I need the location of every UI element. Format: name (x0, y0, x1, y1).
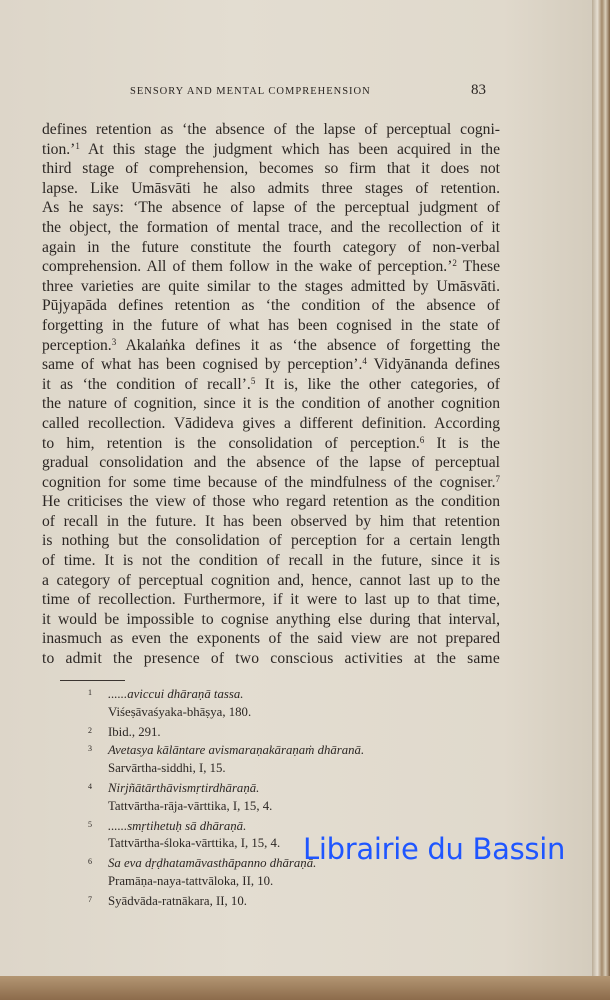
watermark: Librairie du Bassin (303, 832, 566, 866)
text-line (42, 179, 500, 199)
footnote (88, 684, 364, 703)
footnote-source: Pramāṇa-naya-tattvāloka, II, 10. (108, 873, 274, 888)
text-line (42, 531, 500, 551)
text-segment: time of recollection. Furthermore, if it were to last up to that time, (42, 591, 500, 609)
text-segment: At this stage the judgment which has been acquired in the (79, 140, 500, 158)
text-segment: the object, the formation of mental trace, and the recollection of it (42, 218, 500, 236)
text-line (42, 336, 500, 356)
text-line (42, 649, 500, 669)
footnote (88, 740, 364, 759)
text-line (42, 571, 500, 591)
text-line (42, 512, 500, 532)
footnote-ref: 2 (452, 258, 457, 269)
text-segment: These (456, 258, 501, 276)
footnote-source-line (88, 797, 364, 816)
text-line (42, 277, 500, 297)
footnote-number: 3 (88, 744, 92, 754)
text-segment: Vidyānanda defines (366, 356, 500, 374)
running-title: SENSORY AND MENTAL COMPREHENSION (130, 86, 371, 97)
footnote-rule (60, 680, 125, 681)
text-segment: of time. It is not the condition of recall in the future, since it is (42, 552, 500, 570)
footnote-ref: 1 (75, 140, 80, 151)
footnote-source-line (88, 872, 364, 891)
text-segment: gradual consolidation and the absence of the lapse of perceptual (42, 454, 500, 472)
text-segment: inasmuch as even the exponents of the said view are not prepared (42, 630, 500, 648)
text-segment: third stage of comprehension, becomes so firm that it does not (42, 160, 500, 178)
text-segment: Pūjyapāda defines retention as ‘the condition of the absence of (42, 297, 500, 315)
text-segment: it as ‘the condition of recall’. (42, 375, 251, 393)
text-line (42, 551, 500, 571)
footnote-quote: ......smṛtihetuḥ sā dhāraṇā. (108, 818, 247, 833)
footnote-ref: 7 (495, 473, 500, 484)
footnote-number: 1 (88, 688, 92, 697)
footnote-number: 4 (88, 781, 92, 791)
text-line (42, 316, 500, 336)
text-line (42, 238, 500, 258)
text-segment: same of what has been cognised by perception’. (42, 356, 363, 374)
text-line (42, 257, 500, 277)
text-segment: Akalaṅka defines it as ‘the absence of forgetting the (116, 336, 500, 354)
footnote-source: Tattvārtha-rāja-vārttika, I, 15, 4. (108, 798, 273, 813)
text-segment: to admit the presence of two conscious activities at the same (42, 650, 500, 668)
text-segment: tion.’ (42, 140, 76, 158)
footnote-source: Sarvārtha-siddhi, I, 15. (108, 761, 226, 776)
text-line (42, 120, 500, 140)
text-line (42, 140, 500, 160)
text-line (42, 296, 500, 316)
text-segment: lapse. Like Umāsvāti he also admits three stages of retention. (42, 179, 500, 197)
text-segment: As he says: ‘The absence of lapse of the perceptual judgment of (42, 199, 500, 217)
footnote-source: Syādvāda-ratnākara, II, 10. (108, 893, 247, 908)
text-line (42, 434, 500, 454)
footnote (88, 722, 364, 741)
text-segment: three varieties are quite similar to the stages admitted by Umāsvāti. (42, 277, 500, 295)
text-segment: perception. (42, 336, 112, 354)
book-cover-edge (0, 976, 610, 1000)
text-line (42, 394, 500, 414)
footnote-source-line (88, 703, 364, 722)
footnote-source: Viśeṣāvaśyaka-bhāṣya, 180. (108, 704, 252, 719)
text-segment: again in the future constitute the fourth category of non-verbal (42, 238, 500, 256)
text-line (42, 492, 500, 512)
footnote (88, 778, 364, 797)
page-edge (592, 0, 610, 980)
text-line (42, 375, 500, 395)
text-line (42, 218, 500, 238)
footnote-source: Ibid., 291. (108, 724, 161, 739)
text-segment: is nothing but the consolidation of perception for a certain length (42, 532, 500, 550)
text-segment: it would be impossible to cognise anything else during that interval, (42, 610, 500, 628)
footnote-number: 6 (88, 857, 92, 867)
footnote-ref: 3 (111, 336, 117, 347)
text-segment: of recall in the future. It has been observed by him that retention (42, 512, 500, 530)
text-segment: the nature of cognition, since it is the condition of another cognition (42, 395, 500, 413)
footnote-ref: 5 (250, 375, 256, 386)
text-line (42, 610, 500, 630)
text-segment: comprehension. All of them follow in the wake of perception.’ (42, 258, 453, 276)
footnote (88, 891, 364, 910)
text-segment: It is, like the other categories, of (255, 375, 500, 393)
text-line (42, 453, 500, 473)
text-segment: called recollection. Vādideva gives a different definition. According (42, 414, 500, 432)
text-line (42, 473, 500, 493)
text-line (42, 629, 500, 649)
page-number: 83 (471, 82, 486, 98)
text-segment: a category of perceptual cognition and, hence, cannot last up to the (42, 571, 500, 589)
footnote-quote: ......aviccui dhāraṇā tassa. (108, 687, 244, 701)
footnote-ref: 6 (419, 434, 425, 445)
text-line (42, 198, 500, 218)
footnote-quote: Avetasya kālāntare avismaraṇakāraṇaṁ dhāranā. (108, 743, 365, 758)
text-segment: defines retention as ‘the absence of the lapse of perceptual cogni- (42, 121, 500, 138)
text-segment: cognition for some time because of the mindfulness of the cogniser. (42, 473, 496, 491)
text-line (42, 590, 500, 610)
footnote-number: 5 (88, 819, 92, 829)
text-segment: He criticises the view of those who regard retention as the condition (42, 493, 500, 511)
footnote-source: Tattvārtha-śloka-vārttika, I, 15, 4. (108, 836, 281, 851)
footnote-quote: Nirjñātārthāvismṛtirdhāraṇā. (108, 780, 260, 795)
footnote-quote: Sa eva dṛḍhatamāvasthāpanno dhāraṇā. (108, 856, 317, 871)
footnote-ref: 4 (362, 356, 367, 367)
text-segment: It is the (424, 434, 500, 452)
footnote-number: 2 (88, 725, 92, 735)
footnote-source-line (88, 759, 364, 778)
footnotes (88, 684, 364, 910)
text-segment: to him, retention is the consolidation of perception. (42, 434, 420, 452)
body-text (42, 120, 500, 669)
text-line (42, 159, 500, 179)
footnote-number: 7 (88, 894, 92, 904)
text-line (42, 355, 500, 375)
text-line (42, 414, 500, 434)
text-segment: forgetting in the future of what has been cognised in the state of (42, 316, 500, 334)
